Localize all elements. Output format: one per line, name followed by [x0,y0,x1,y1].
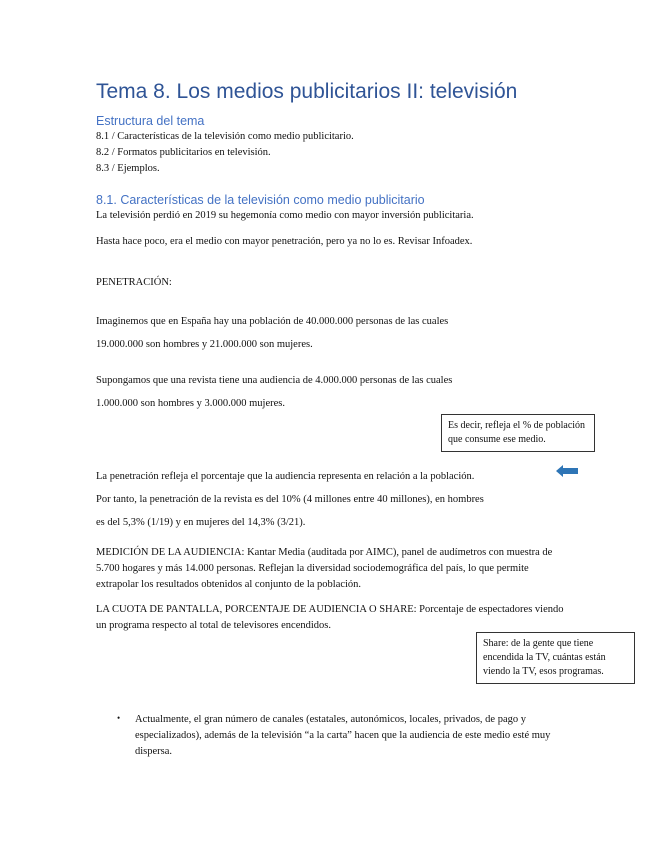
arrow-left-icon [556,465,578,477]
structure-heading: Estructura del tema [96,114,205,128]
paragraph: La televisión perdió en 2019 su hegemonía como medio con mayor inversión publicitaria. [96,210,474,221]
paragraph: 1.000.000 son hombres y 3.000.000 mujeres. [96,398,285,409]
bullet-item: Actualmente, el gran número de canales (estatales, autonómicos, locales, privados, de pago y especializados), además de la televisión “a la carta” hacen que la audiencia de este medio esté muy dispersa. [135,714,551,757]
paragraph: Imaginemos que en España hay una población de 40.000.000 personas de las cuales [96,316,449,327]
paragraph: Supongamos que una revista tiene una audiencia de 4.000.000 personas de las cuales [96,375,453,386]
paragraph-share: LA CUOTA DE PANTALLA, PORCENTAJE DE AUDIENCIA O SHARE: Porcentaje de espectadores viendo un programa respecto al total de televisores encendidos. [96,604,564,631]
label-penetracion: PENETRACIÓN: [96,277,172,288]
structure-item: 8.2 / Formatos publicitarios en televisión. [96,147,271,158]
paragraph: es del 5,3% (1/19) y en mujeres del 14,3% (3/21). [96,517,306,528]
paragraph: Hasta hace poco, era el medio con mayor penetración, pero ya no lo es. Revisar Infoadex. [96,236,473,247]
paragraph: La penetración refleja el porcentaje que la audiencia representa en relación a la población. [96,471,475,482]
paragraph: 19.000.000 son hombres y 21.000.000 son mujeres. [96,339,313,350]
note-penetracion: Es decir, refleja el % de población que consume ese medio. [441,414,595,452]
paragraph-medicion: MEDICIÓN DE LA AUDIENCIA: Kantar Media (auditada por AIMC), panel de audímetros con muestra de 5.700 hogares y más 14.000 personas. Reflejan la diversidad sociodemográfica del país, lo que permite extrapolar los resultados obtenidos al conjunto de la población. [96,547,553,590]
section-heading: 8.1. Características de la televisión como medio publicitario [96,193,425,207]
bullet-icon: • [117,713,121,723]
page-title: Tema 8. Los medios publicitarios II: televisión [96,80,518,103]
structure-item: 8.3 / Ejemplos. [96,163,160,174]
note-share: Share: de la gente que tiene encendida la TV, cuántas están viendo la TV, esos programas. [476,632,635,684]
structure-item: 8.1 / Características de la televisión como medio publicitario. [96,131,354,142]
paragraph: Por tanto, la penetración de la revista es del 10% (4 millones entre 40 millones), en hombres [96,494,484,505]
